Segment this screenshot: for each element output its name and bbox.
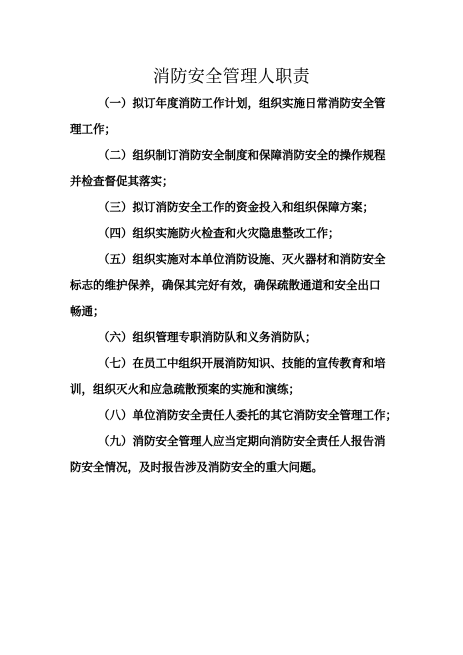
- paragraph-line: （一）拟订年度消防工作计划，组织实施日常消防安全管: [98, 96, 386, 110]
- paragraph-line: 标志的维护保养，确保其完好有效，确保疏散通道和安全出口: [70, 278, 381, 292]
- paragraph-7: [70, 350, 400, 402]
- paragraph-5: [70, 246, 400, 324]
- paragraph-line: 防安全情况，及时报告涉及消防安全的重大问题。: [70, 460, 323, 474]
- paragraph-6: [70, 324, 400, 350]
- paragraph-line: （六）组织管理专职消防队和义务消防队；: [98, 330, 317, 344]
- paragraph-8: [70, 402, 400, 428]
- paragraph-line: 畅通；: [70, 304, 105, 318]
- paragraph-line: （五）组织实施对本单位消防设施、灭火器材和消防安全: [98, 252, 386, 266]
- paragraph-4: [70, 220, 400, 246]
- paragraph-3: [70, 194, 400, 220]
- paragraph-9: [70, 428, 400, 480]
- paragraph-line: （八）单位消防安全责任人委托的其它消防安全管理工作；: [98, 408, 397, 422]
- paragraph-line: 理工作；: [70, 122, 116, 136]
- paragraph-line: （三）拟订消防安全工作的资金投入和组织保障方案；: [98, 200, 374, 214]
- document-title: 消防安全管理人职责: [152, 67, 311, 87]
- paragraph-1: [70, 90, 400, 142]
- paragraph-line: 并检查督促其落实；: [70, 174, 174, 188]
- paragraph-2: [70, 142, 400, 194]
- paragraph-line: （二）组织制订消防安全制度和保障消防安全的操作规程: [98, 148, 386, 162]
- paragraph-line: （七）在员工中组织开展消防知识、技能的宣传教育和培: [98, 356, 386, 370]
- paragraph-line: （四）组织实施防火检查和火灾隐患整改工作；: [98, 226, 340, 240]
- paragraph-line: （九）消防安全管理人应当定期向消防安全责任人报告消: [98, 434, 386, 448]
- paragraph-line: 训，组织灭火和应急疏散预案的实施和演练；: [70, 382, 300, 396]
